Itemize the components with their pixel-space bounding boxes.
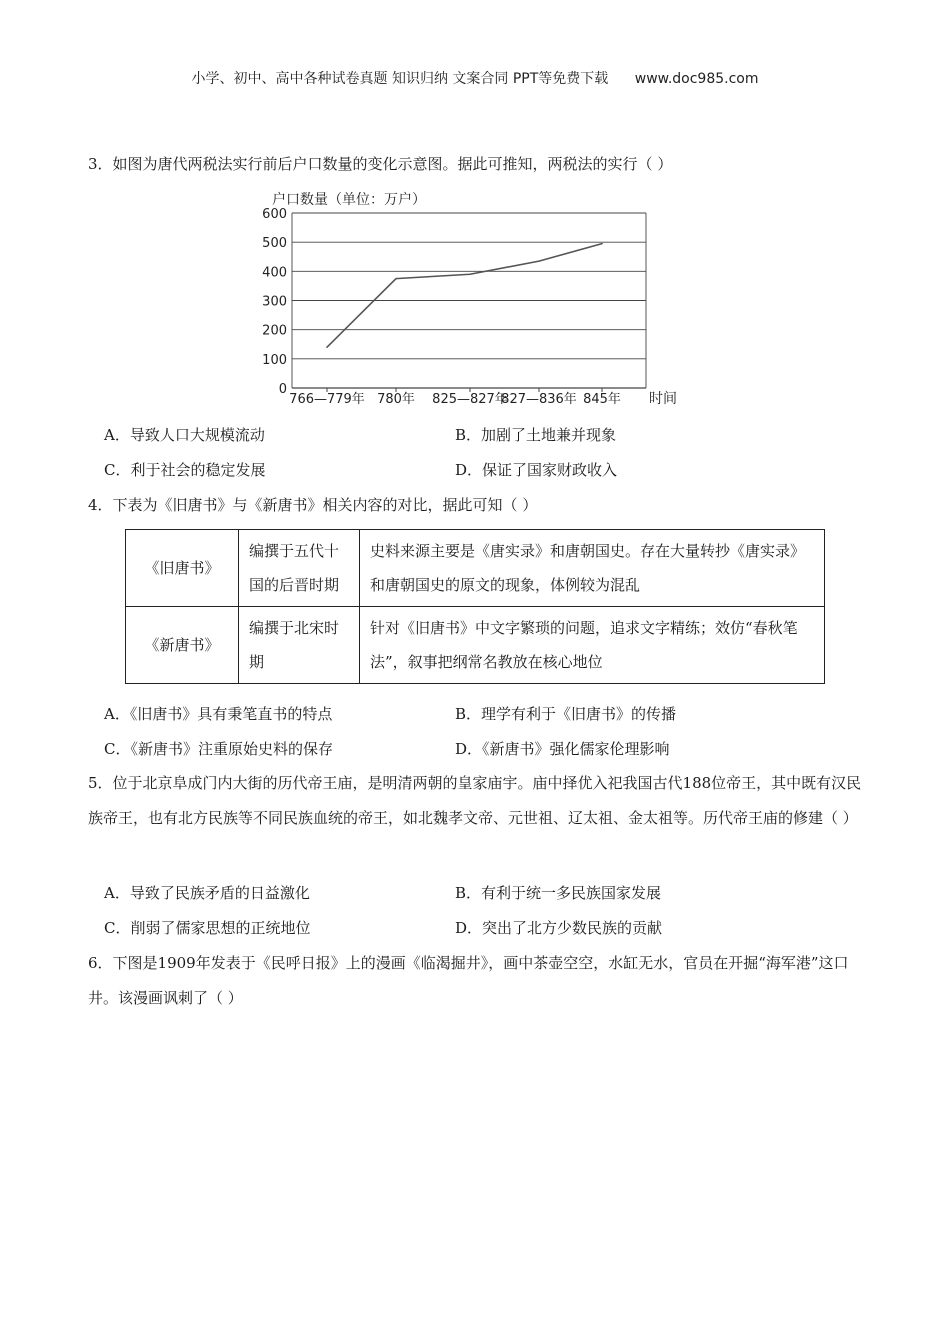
q4-option-b[interactable]: B．理学有利于《旧唐书》的传播 <box>455 705 677 723</box>
x-tick-label: 780年 <box>377 392 415 407</box>
q3-option-a[interactable]: A．导致人口大规模流动 <box>104 426 265 444</box>
q4-option-a[interactable]: A．《旧唐书》具有秉笔直书的特点 <box>104 705 333 723</box>
y-tick-label: 100 <box>262 352 287 368</box>
q4-option-d[interactable]: D．《新唐书》强化儒家伦理影响 <box>455 740 670 758</box>
table-cell: 《旧唐书》 <box>126 530 239 607</box>
y-tick-label: 300 <box>262 294 287 310</box>
header-site: www.doc985.com <box>634 71 759 87</box>
y-tick-label: 600 <box>262 207 287 222</box>
table-cell: 针对《旧唐书》中文字繁琐的问题，追求文字精练；效仿“春秋笔法”，叙事把纲常名教放在核心地位 <box>360 607 825 684</box>
x-tick-label: 825—827年 <box>432 392 508 407</box>
x-tick-label: 845年 <box>583 392 621 407</box>
y-tick-label: 500 <box>262 236 287 252</box>
question-3-stem: 3．如图为唐代两税法实行前后户口数量的变化示意图。据此可推知，两税法的实行（ ） <box>88 155 673 173</box>
q3-option-c[interactable]: C．利于社会的稳定发展 <box>104 461 266 479</box>
table-row <box>126 607 825 684</box>
question-4-stem: 4．下表为《旧唐书》与《新唐书》相关内容的对比，据此可知（ ） <box>88 496 538 514</box>
y-tick-label: 0 <box>278 382 287 397</box>
q5-option-a[interactable]: A．导致了民族矛盾的日益激化 <box>104 884 310 902</box>
series-line <box>327 244 602 348</box>
q3-option-d[interactable]: D．保证了国家财政收入 <box>455 461 618 479</box>
table-row <box>126 530 825 607</box>
page-header <box>0 68 950 88</box>
data-point <box>395 278 397 280</box>
data-point <box>326 346 328 348</box>
y-tick-label: 400 <box>262 265 287 281</box>
population-chart <box>262 186 682 408</box>
x-tick-label: 766—779年 <box>289 392 365 407</box>
table-cell: 编撰于五代十国的后晋时期 <box>239 530 360 607</box>
table-cell: 《新唐书》 <box>126 607 239 684</box>
q5-option-b[interactable]: B．有利于统一多民族国家发展 <box>455 884 662 902</box>
header-text: 小学、初中、高中各种试卷真题 知识归纳 文案合同 PPT等免费下载 <box>191 71 609 87</box>
data-point <box>469 273 471 275</box>
data-point <box>538 260 540 262</box>
comparison-table <box>125 529 825 684</box>
q3-option-b[interactable]: B．加剧了土地兼并现象 <box>455 426 617 444</box>
x-axis-label: 时间 <box>649 391 677 407</box>
chart-title: 户口数量（单位：万户） <box>272 192 426 208</box>
data-point <box>601 243 603 245</box>
x-tick-label: 827—836年 <box>501 392 577 407</box>
question-5-stem: 5．位于北京阜成门内大街的历代帝王庙，是明清两朝的皇家庙宇。庙中择优入祀我国古代188位帝王，其中既有汉民族帝王，也有北方民族等不同民族血统的帝王，如北魏孝文帝、元世祖、辽太祖、金太祖等。历代帝王庙的修建（ ） <box>88 774 862 827</box>
question-6-stem: 6．下图是1909年发表于《民呼日报》上的漫画《临渴掘井》，画中茶壶空空，水缸无水，官员在开掘“海军港”这口井。该漫画讽刺了（ ） <box>88 954 849 1007</box>
q5-option-d[interactable]: D．突出了北方少数民族的贡献 <box>455 919 663 937</box>
table-cell: 史料来源主要是《唐实录》和唐朝国史。存在大量转抄《唐实录》和唐朝国史的原文的现象，体例较为混乱 <box>360 530 825 607</box>
table-cell: 编撰于北宋时期 <box>239 607 360 684</box>
q5-option-c[interactable]: C．削弱了儒家思想的正统地位 <box>104 919 311 937</box>
y-tick-label: 200 <box>262 323 287 339</box>
q4-option-c[interactable]: C．《新唐书》注重原始史料的保存 <box>104 740 333 758</box>
